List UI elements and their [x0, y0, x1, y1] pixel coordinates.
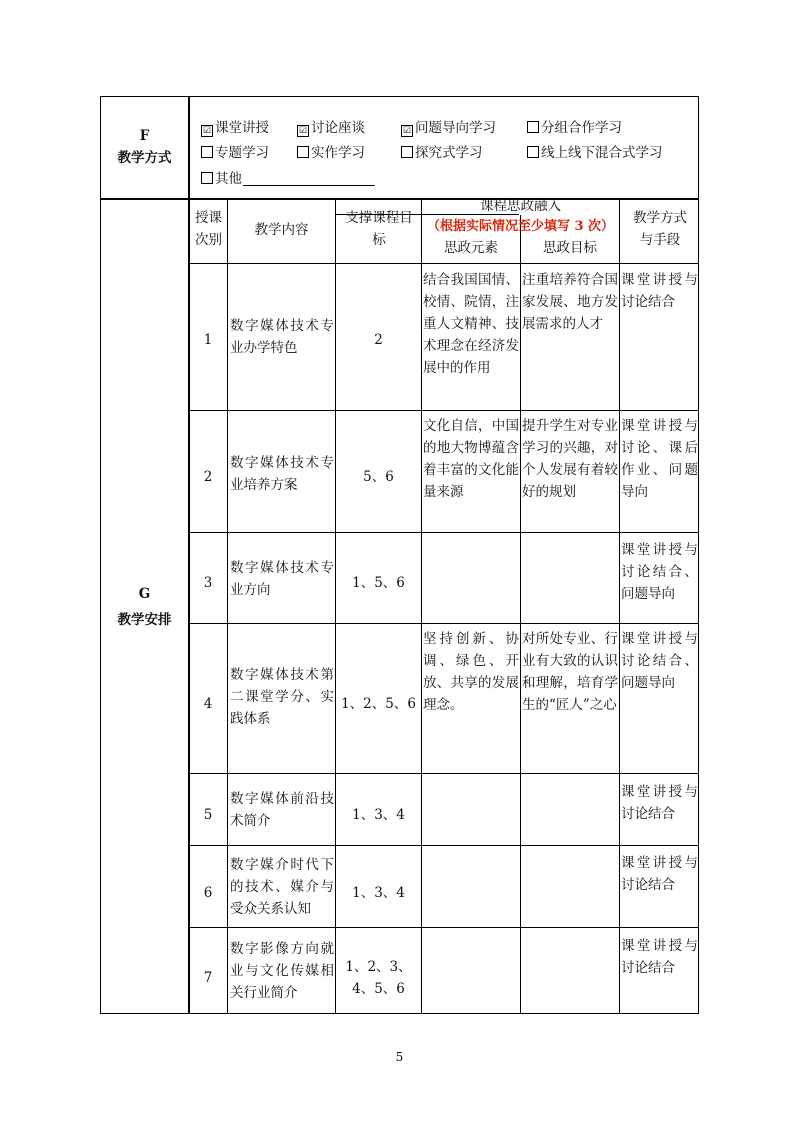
- row-6-goal: 1、3、4: [352, 885, 405, 901]
- divider: [189, 773, 698, 774]
- divider: [189, 927, 698, 928]
- section-f-header: [101, 125, 188, 169]
- option-label: 实作学习: [311, 145, 365, 161]
- checkbox-icon[interactable]: [201, 146, 213, 158]
- option-label: 问题导向学习: [415, 120, 496, 136]
- row-2-ideo-goal: 提升学生对专业学习的兴趣，对个人发展有着较好的规划: [522, 418, 618, 500]
- option-lecture[interactable]: [201, 117, 269, 139]
- divider: [189, 845, 698, 846]
- option-blended[interactable]: [527, 142, 663, 164]
- option-group-work[interactable]: [527, 117, 622, 139]
- option-label: 分组合作学习: [541, 120, 622, 136]
- row-1-no: 1: [203, 332, 213, 348]
- option-label: 课堂讲授: [215, 120, 269, 136]
- row-3-method: 课堂讲授与讨论结合、问题导向: [621, 542, 698, 602]
- row-2-element: 文化自信，中国的地大物博蕴含着丰富的文化能量来源: [423, 418, 519, 500]
- divider: [619, 199, 620, 1013]
- option-label: 线上线下混合式学习: [541, 145, 663, 161]
- row-7-content: 数字影像方向就业与文化传媒相关行业简介: [230, 941, 334, 1001]
- checkbox-icon[interactable]: [401, 146, 413, 158]
- header-goal: 支撑课程目标: [345, 210, 413, 248]
- row-2-goal: 5、6: [363, 469, 394, 485]
- checkbox-icon[interactable]: [201, 172, 213, 184]
- page-number: 5: [395, 1050, 404, 1064]
- row-1-goal: 2: [374, 332, 383, 348]
- section-f-code: F: [139, 128, 150, 144]
- divider: [421, 199, 422, 1013]
- row-4-ideo-goal: 对所处专业、行业有大致的认识和理解，培育学生的“匠人”之心: [522, 631, 618, 713]
- row-2-method: 课堂讲授与讨论、课后作业、问题导向: [621, 418, 698, 500]
- section-g-header: [101, 581, 188, 633]
- row-6-method: 课堂讲授与讨论结合: [621, 855, 698, 893]
- option-label: 专题学习: [215, 145, 269, 161]
- divider: [189, 263, 698, 264]
- checkbox-icon[interactable]: ☑: [298, 126, 308, 136]
- option-label: 其他: [215, 171, 242, 187]
- option-practice[interactable]: [297, 142, 365, 164]
- row-7-method: 课堂讲授与讨论结合: [621, 938, 698, 976]
- checkbox-icon[interactable]: ☑: [402, 126, 412, 136]
- divider: [188, 97, 190, 1013]
- row-7-goal: 1、2、3、4、5、6: [345, 959, 412, 997]
- row-2-no: 2: [203, 469, 213, 485]
- row-1-method: 课堂讲授与讨论结合: [621, 272, 698, 310]
- row-4-content: 数字媒体技术第二课堂学分、实践体系: [230, 667, 334, 727]
- section-f-label: 教学方式: [117, 150, 172, 166]
- option-label: 讨论座谈: [311, 120, 365, 136]
- checkbox-icon[interactable]: [527, 121, 539, 133]
- checkbox-icon[interactable]: [297, 146, 309, 158]
- divider: [189, 410, 698, 411]
- option-problem-oriented[interactable]: [401, 117, 496, 139]
- row-6-content: 数字媒介时代下的技术、媒介与受众关系认知: [230, 857, 334, 917]
- row-5-content: 数字媒体前沿技术简介: [230, 791, 334, 829]
- checkbox-icon[interactable]: ☑: [202, 126, 212, 136]
- row-2-content: 数字媒体技术专业培养方案: [230, 455, 334, 493]
- header-method: 教学方式与手段: [633, 210, 687, 248]
- course-table: [100, 96, 699, 1014]
- header-ideo-goal: 思政目标: [543, 240, 597, 256]
- row-6-no: 6: [203, 885, 213, 901]
- row-3-content: 数字媒体技术专业方向: [230, 560, 334, 598]
- divider: [227, 199, 228, 1013]
- row-5-no: 5: [203, 807, 213, 823]
- row-3-goal: 1、5、6: [352, 575, 405, 591]
- divider: [189, 623, 698, 624]
- row-1-content: 数字媒体技术专业办学特色: [230, 318, 334, 356]
- option-inquiry[interactable]: [401, 142, 483, 164]
- section-g-code: G: [138, 586, 151, 602]
- header-ideo: 课程思政融入: [480, 198, 561, 214]
- header-ideo-note: （根据实际情况至少填写 3 次）: [426, 219, 615, 234]
- option-label: 探究式学习: [415, 145, 483, 161]
- header-element: 思政元素: [444, 240, 498, 256]
- section-g-label: 教学安排: [117, 612, 172, 628]
- header-content: 教学内容: [254, 222, 309, 238]
- divider: [520, 215, 521, 1013]
- row-7-no: 7: [203, 970, 213, 986]
- row-4-element: 坚持创新、协调、绿色、开放、共享的发展理念。: [423, 631, 519, 713]
- row-1-ideo-goal: 注重培养符合国家发展、地方发展需求的人才: [522, 272, 618, 332]
- checkbox-icon[interactable]: [527, 146, 539, 158]
- row-4-method: 课堂讲授与讨论结合、问题导向: [621, 631, 698, 691]
- row-5-goal: 1、3、4: [352, 807, 405, 823]
- option-other[interactable]: [201, 168, 375, 190]
- row-1-element: 结合我国国情、校情、院情，注重人文精神、技术理念在经济发展中的作用: [423, 272, 519, 376]
- divider: [189, 532, 698, 533]
- option-topic[interactable]: [201, 142, 269, 164]
- option-discussion[interactable]: [297, 117, 365, 139]
- row-4-no: 4: [203, 696, 213, 712]
- other-input-line[interactable]: [243, 171, 375, 186]
- header-session: 授课次别: [195, 210, 222, 248]
- row-5-method: 课堂讲授与讨论结合: [621, 784, 698, 822]
- row-3-no: 3: [203, 575, 213, 591]
- row-4-goal: 1、2、5、6: [341, 696, 416, 712]
